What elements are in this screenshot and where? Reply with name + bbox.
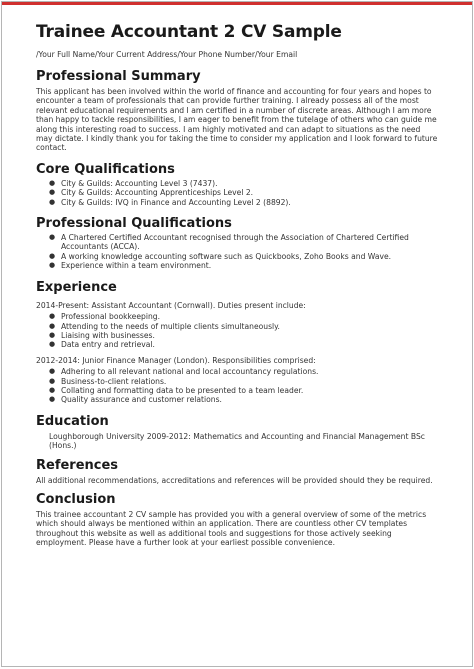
list-item: ● City & Guilds: Accounting Level 3 (7437). xyxy=(49,178,218,188)
job-title-assistant-accountant: 2014-Present: Assistant Accountant (Cornwall). Duties present include: xyxy=(36,300,306,310)
references-heading: References xyxy=(36,457,119,473)
bullet-icon: ● xyxy=(49,197,56,206)
list-item: ● Experience within a team environment. xyxy=(49,261,212,271)
list-item: ● Adhering to all relevant national and local accountancy regulations. xyxy=(49,367,319,377)
list-item: ● City & Guilds: IVQ in Finance and Accounting Level 2 (8892). xyxy=(49,197,291,207)
list-item: ● Liaising with businesses. xyxy=(49,330,155,340)
bullet-icon: ● xyxy=(49,367,56,376)
bullet-icon: ● xyxy=(49,233,56,242)
bullet-icon: ● xyxy=(49,251,56,260)
professional-qualifications-list xyxy=(36,233,438,271)
bullet-icon: ● xyxy=(49,395,56,404)
job1-duties-list xyxy=(36,312,438,350)
cv-page xyxy=(1,1,473,667)
bullet-icon: ● xyxy=(49,340,56,349)
list-item: ● A working knowledge accounting software such as Quickbooks, Zoho Books and Wave. xyxy=(49,251,392,261)
core-qualifications-list xyxy=(36,179,438,207)
conclusion-text: This trainee accountant 2 CV sample has provided you with a general overview of some of the metrics which should always be mentioned within an application. There are countless other CV templates throughout this website as well as additional tools and suggestions for those actively seeking employment. Please have a further look at your earliest possible convenience. xyxy=(36,509,427,548)
job-title-junior-finance-manager: 2012-2014: Junior Finance Manager (London). Responsibilities comprised: xyxy=(36,355,316,365)
bullet-icon: ● xyxy=(49,321,56,330)
education-text: Loughborough University 2009-2012: Mathematics and Accounting and Financial Management BSc (Hons.) xyxy=(49,431,425,451)
references-text: All additional recommendations, accreditations and references will be provided should they be required. xyxy=(36,475,433,485)
list-item: ● Business-to-client relations. xyxy=(49,376,167,386)
summary-text: This applicant has been involved within the world of finance and accounting for four years and hopes to encounter a team of professionals that can provide further training. I already possess all of the most relevant educational requirements and I am certified in a number of discrete areas. Although I am more than happy to tackle responsibilities, I am eager to benefit from the tutelage of others who can guide me along this interesting road to success. I am highly motivated and can adapt to situations as the need may dictate. I kindly thank you for taking the time to consider my application and I look forward to future contact. xyxy=(36,87,438,153)
experience-heading: Experience xyxy=(36,279,117,295)
list-item: ● Quality assurance and customer relations. xyxy=(49,395,222,405)
top-accent-bar xyxy=(2,2,472,5)
bullet-icon: ● xyxy=(49,261,56,270)
list-item: ● Data entry and retrieval. xyxy=(49,340,155,350)
list-item: ● A Chartered Certified Accountant recognised through the Association of Chartered Certified Accountants (ACCA). xyxy=(49,233,409,252)
bullet-icon: ● xyxy=(49,178,56,187)
bullet-icon: ● xyxy=(49,330,56,339)
core-qualifications-heading: Core Qualifications xyxy=(36,161,175,177)
conclusion-heading: Conclusion xyxy=(36,491,116,507)
bullet-icon: ● xyxy=(49,376,56,385)
bullet-icon: ● xyxy=(49,312,56,321)
job2-duties-list xyxy=(36,367,438,405)
page-title: Trainee Accountant 2 CV Sample xyxy=(36,22,342,42)
list-item: ● Collating and formatting data to be presented to a team leader. xyxy=(49,385,304,395)
list-item: ● Attending to the needs of multiple clients simultaneously. xyxy=(49,321,280,331)
contact-details: /Your Full Name/Your Current Address/Your Phone Number/Your Email xyxy=(36,50,298,59)
list-item: ● Professional bookkeeping. xyxy=(49,312,161,322)
summary-heading: Professional Summary xyxy=(36,69,201,84)
professional-qualifications-heading: Professional Qualifications xyxy=(36,216,232,232)
bullet-icon: ● xyxy=(49,188,56,197)
list-item: ● City & Guilds: Accounting Apprenticeships Level 2. xyxy=(49,188,254,198)
education-heading: Education xyxy=(36,413,109,429)
cv-content xyxy=(2,2,472,548)
bullet-icon: ● xyxy=(49,385,56,394)
